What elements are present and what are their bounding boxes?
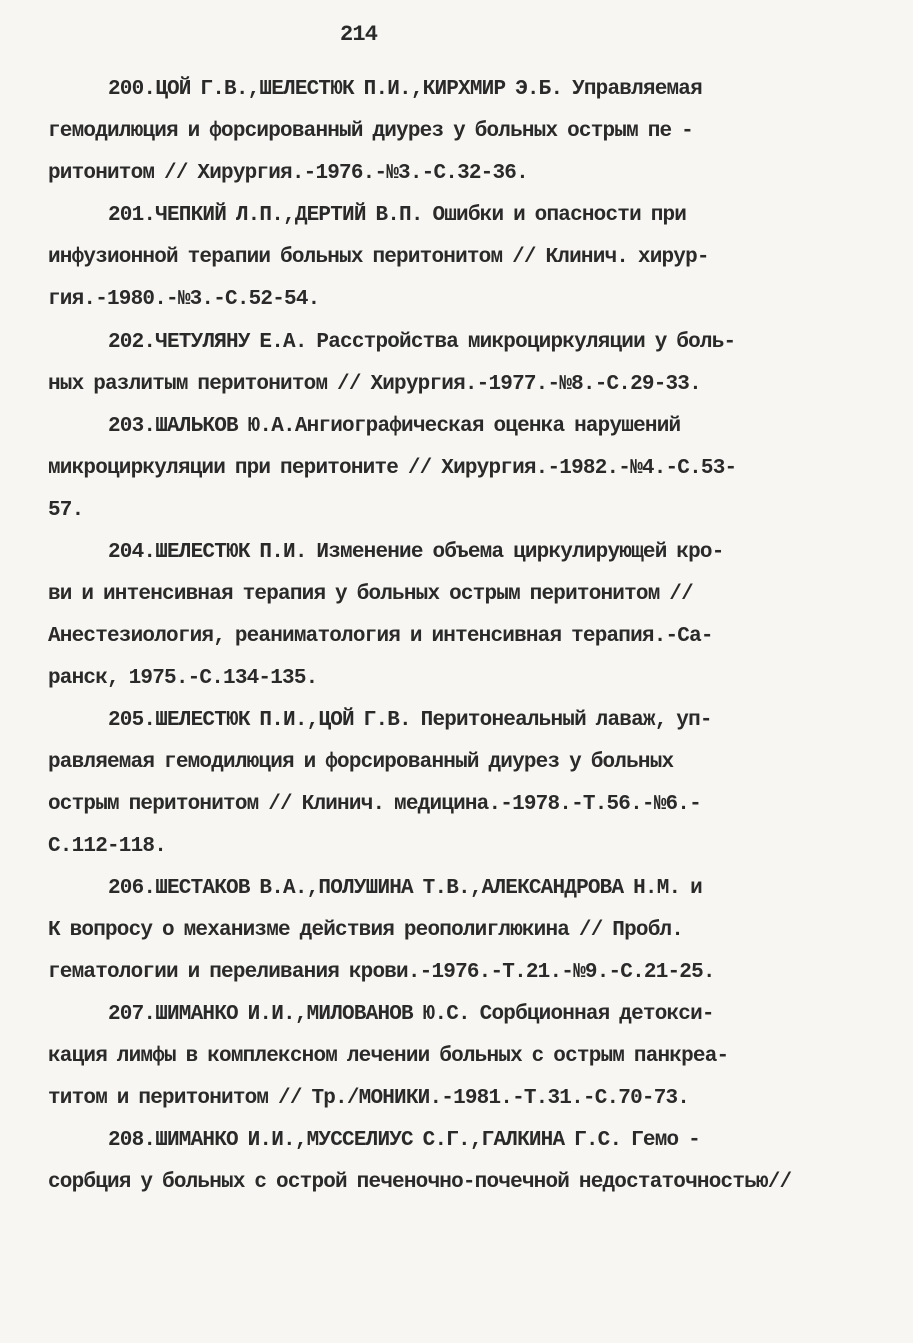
entry-203-line-2: микроциркуляции при перитоните // Хирургия.-1982.-№4.-С.53- (48, 457, 737, 480)
entry-203-line-3: 57. (48, 499, 84, 522)
entry-205-line-4: С.112-118. (48, 835, 167, 858)
entry-201-line-1: 201.ЧЕПКИЙ Л.П.,ДЕРТИЙ В.П. Ошибки и опасности при (108, 204, 687, 227)
entry-204-line-4: ранск, 1975.-С.134-135. (48, 667, 318, 690)
entry-201-line-3: гия.-1980.-№3.-С.52-54. (48, 288, 320, 311)
entry-205-line-2: равляемая гемодилюция и форсированный диурез у больных (48, 751, 674, 774)
entry-206-line-2: К вопросу о механизме действия реополиглюкина // Пробл. (48, 919, 684, 942)
entry-205-line-3: острым перитонитом // Клинич. медицина.-1978.-Т.56.-№6.- (48, 793, 701, 816)
page-number: 214 (340, 22, 378, 47)
entry-204-line-3: Анестезиология, реаниматология и интенсивная терапия.-Са- (48, 625, 713, 648)
entry-201-line-2: инфузионной терапии больных перитонитом // Клинич. хирур- (48, 246, 709, 269)
entry-205-line-1: 205.ШЕЛЕСТЮК П.И.,ЦОЙ Г.В. Перитонеальный лаваж, уп- (108, 709, 712, 732)
entry-203-line-1: 203.ШАЛЬКОВ Ю.А.Ангиографическая оценка нарушений (108, 415, 681, 438)
entry-206-line-1: 206.ШЕСТАКОВ В.А.,ПОЛУШИНА Т.В.,АЛЕКСАНДРОВА Н.М. и (108, 877, 702, 900)
entry-202-line-1: 202.ЧЕТУЛЯНУ Е.А. Расстройства микроциркуляции у боль- (108, 331, 736, 354)
entry-200-line-2: гемодилюция и форсированный диурез у больных острым пе - (48, 120, 693, 143)
entry-207-line-2: кация лимфы в комплексном лечении больных с острым панкреа- (48, 1045, 729, 1068)
entry-202-line-2: ных разлитым перитонитом // Хирургия.-1977.-№8.-С.29-33. (48, 373, 701, 396)
entry-200-line-1: 200.ЦОЙ Г.В.,ШЕЛЕСТЮК П.И.,КИРХМИР Э.Б. Управляемая (108, 78, 702, 101)
entry-206-line-3: гематологии и переливания крови.-1976.-Т.21.-№9.-С.21-25. (48, 961, 715, 984)
entry-204-line-2: ви и интенсивная терапия у больных острым перитонитом // (48, 583, 693, 606)
entry-208-line-2: сорбция у больных с острой печеночно-почечной недостаточностью// (48, 1171, 792, 1194)
entry-207-line-3: титом и перитонитом // Тр./МОНИКИ.-1981.-Т.31.-С.70-73. (48, 1087, 690, 1110)
entry-208-line-1: 208.ШИМАНКО И.И.,МУССЕЛИУС С.Г.,ГАЛКИНА Г.С. Гемо - (108, 1129, 700, 1152)
entry-200-line-3: ритонитом // Хирургия.-1976.-№3.-С.32-36. (48, 162, 528, 185)
entry-207-line-1: 207.ШИМАНКО И.И.,МИЛОВАНОВ Ю.С. Сорбционная детокси- (108, 1003, 714, 1026)
entry-204-line-1: 204.ШЕЛЕСТЮК П.И. Изменение объема циркулирующей кро- (108, 541, 724, 564)
